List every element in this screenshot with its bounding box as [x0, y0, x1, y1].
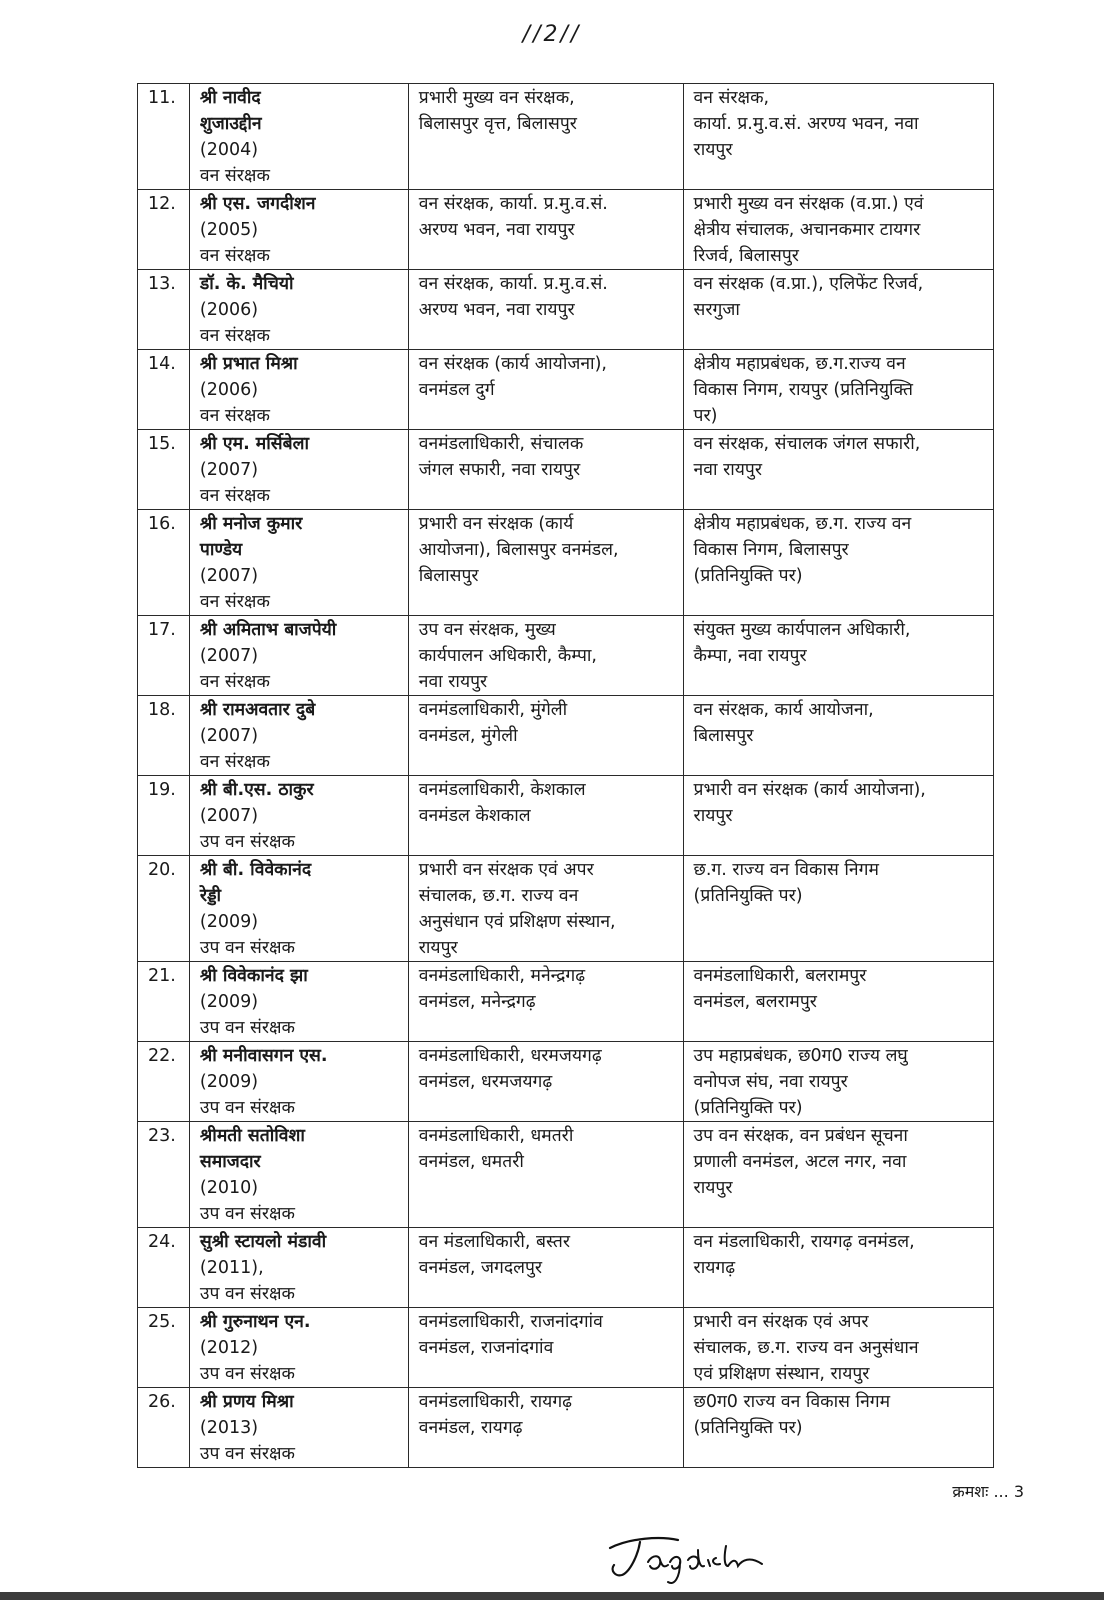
officer-designation: उप वन संरक्षक: [199, 1018, 295, 1038]
new-posting: [683, 270, 993, 350]
current-posting-line: वनमंडल, राजनांदगांव: [418, 1338, 554, 1358]
new-posting-line: रिजर्व, बिलासपुर: [693, 246, 799, 266]
batch-year: (2007): [199, 460, 259, 480]
new-posting: [683, 84, 993, 190]
serial-number: 26.: [138, 1388, 190, 1468]
current-posting-line: वनमंडलाधिकारी, मनेन्द्रगढ़: [418, 966, 586, 986]
officer-name: श्री मनोज कुमार: [199, 514, 303, 534]
new-posting: [683, 430, 993, 510]
current-posting-line: वनमंडल, मुंगेली: [418, 726, 518, 746]
new-posting-line: क्षेत्रीय संचालक, अचानकमार टायगर: [693, 220, 921, 240]
officer-cell: [189, 696, 408, 776]
officer-cell: [189, 1228, 408, 1308]
serial-number: 23.: [138, 1122, 190, 1228]
batch-year: (2013): [199, 1418, 259, 1438]
current-posting-line: अरण्य भवन, नवा रायपुर: [418, 300, 575, 320]
new-posting: [683, 1042, 993, 1122]
table-row: [138, 1122, 994, 1228]
table-row: [138, 962, 994, 1042]
officer-name: सुश्री स्टायलो मंडावी: [199, 1232, 327, 1252]
officer-name: श्री बी.एस. ठाकुर: [199, 780, 314, 800]
table-row: [138, 696, 994, 776]
new-posting-line: पर): [693, 406, 718, 426]
current-posting-line: प्रभारी वन संरक्षक (कार्य: [418, 514, 574, 534]
serial-number: 21.: [138, 962, 190, 1042]
serial-number: 17.: [138, 616, 190, 696]
new-posting-line: संयुक्त मुख्य कार्यपालन अधिकारी,: [693, 620, 911, 640]
new-posting: [683, 1388, 993, 1468]
table-row: [138, 1042, 994, 1122]
officer-cell: [189, 430, 408, 510]
new-posting: [683, 1122, 993, 1228]
current-posting-line: वन संरक्षक, कार्या. प्र.मु.व.सं.: [418, 194, 608, 214]
officer-cell: [189, 350, 408, 430]
officer-name: रेड्डी: [199, 886, 222, 906]
batch-year: (2007): [199, 566, 259, 586]
officer-cell: [189, 84, 408, 190]
batch-year: (2007): [199, 806, 259, 826]
officer-name: श्री बी. विवेकानंद: [199, 860, 312, 880]
batch-year: (2007): [199, 726, 259, 746]
officer-designation: उप वन संरक्षक: [199, 938, 295, 958]
officer-designation: वन संरक्षक: [199, 246, 270, 266]
officer-name: श्री विवेकानंद झा: [199, 966, 308, 986]
current-posting-line: वनमंडल, धरमजयगढ़: [418, 1072, 553, 1092]
new-posting-line: वन मंडलाधिकारी, रायगढ़ वनमंडल,: [693, 1232, 915, 1252]
serial-number: 18.: [138, 696, 190, 776]
serial-number: 20.: [138, 856, 190, 962]
current-posting-line: प्रभारी वन संरक्षक एवं अपर: [418, 860, 594, 880]
current-posting-line: रायपुर: [418, 938, 458, 958]
page-bottom-bar: [0, 1592, 1104, 1600]
batch-year: (2009): [199, 992, 259, 1012]
officer-cell: [189, 616, 408, 696]
new-posting-line: वनमंडल, बलरामपुर: [693, 992, 817, 1012]
current-posting: [408, 510, 683, 616]
new-posting-line: कार्या. प्र.मु.व.सं. अरण्य भवन, नवा: [693, 114, 919, 134]
current-posting-line: प्रभारी मुख्य वन संरक्षक,: [418, 88, 575, 108]
officer-cell: [189, 510, 408, 616]
officer-name: श्री एस. जगदीशन: [199, 194, 316, 214]
new-posting-line: रायपुर: [693, 140, 733, 160]
new-posting-line: उप महाप्रबंधक, छ0ग0 राज्य लघु: [693, 1046, 908, 1066]
current-posting: [408, 962, 683, 1042]
new-posting-line: प्रणाली वनमंडल, अटल नगर, नवा: [693, 1152, 907, 1172]
new-posting-line: बिलासपुर: [693, 726, 754, 746]
current-posting: [408, 84, 683, 190]
new-posting-line: (प्रतिनियुक्ति पर): [693, 886, 803, 906]
new-posting-line: छ.ग. राज्य वन विकास निगम: [693, 860, 879, 880]
batch-year: (2009): [199, 912, 259, 932]
current-posting-line: वनमंडलाधिकारी, केशकाल: [418, 780, 586, 800]
officer-name: श्रीमती सतोविशा: [199, 1126, 305, 1146]
officer-designation: उप वन संरक्षक: [199, 1364, 295, 1384]
batch-year: (2010): [199, 1178, 259, 1198]
new-posting-line: (प्रतिनियुक्ति पर): [693, 566, 803, 586]
table-row: [138, 856, 994, 962]
serial-number: 11.: [138, 84, 190, 190]
officer-designation: वन संरक्षक: [199, 166, 270, 186]
current-posting: [408, 350, 683, 430]
current-posting-line: वनमंडलाधिकारी, धमतरी: [418, 1126, 574, 1146]
current-posting-line: बिलासपुर: [418, 566, 479, 586]
table-row: [138, 84, 994, 190]
new-posting: [683, 1228, 993, 1308]
current-posting-line: वनमंडल, धमतरी: [418, 1152, 524, 1172]
current-posting-line: वनमंडलाधिकारी, संचालक: [418, 434, 584, 454]
officer-name: डॉ. के. मैचियो: [199, 274, 294, 294]
new-posting-line: नवा रायपुर: [693, 460, 763, 480]
batch-year: (2011),: [199, 1258, 264, 1278]
new-posting-line: उप वन संरक्षक, वन प्रबंधन सूचना: [693, 1126, 908, 1146]
officer-cell: [189, 776, 408, 856]
table-row: [138, 270, 994, 350]
new-posting-line: संचालक, छ.ग. राज्य वन अनुसंधान: [693, 1338, 919, 1358]
new-posting: [683, 776, 993, 856]
new-posting-line: प्रभारी वन संरक्षक (कार्य आयोजना),: [693, 780, 926, 800]
current-posting: [408, 270, 683, 350]
new-posting-line: वन संरक्षक, संचालक जंगल सफारी,: [693, 434, 921, 454]
batch-year: (2004): [199, 140, 259, 160]
current-posting-line: उप वन संरक्षक, मुख्य: [418, 620, 556, 640]
serial-number: 14.: [138, 350, 190, 430]
officer-designation: उप वन संरक्षक: [199, 832, 295, 852]
officer-name: पाण्डेय: [199, 540, 243, 560]
transfer-table: [137, 83, 994, 1468]
continued-note: क्रमशः ... 3: [952, 1482, 1024, 1501]
current-posting-line: वनमंडल, मनेन्द्रगढ़: [418, 992, 536, 1012]
current-posting: [408, 1122, 683, 1228]
current-posting: [408, 776, 683, 856]
new-posting-line: रायपुर: [693, 806, 733, 826]
officer-name: श्री मनीवासगन एस.: [199, 1046, 328, 1066]
new-posting: [683, 856, 993, 962]
table-row: [138, 1308, 994, 1388]
new-posting-line: रायगढ़: [693, 1258, 736, 1278]
serial-number: 24.: [138, 1228, 190, 1308]
current-posting: [408, 1042, 683, 1122]
officer-designation: वन संरक्षक: [199, 486, 270, 506]
new-posting-line: वन संरक्षक, कार्य आयोजना,: [693, 700, 874, 720]
officer-designation: वन संरक्षक: [199, 752, 270, 772]
batch-year: (2012): [199, 1338, 259, 1358]
new-posting: [683, 616, 993, 696]
new-posting: [683, 350, 993, 430]
current-posting-line: वन संरक्षक (कार्य आयोजना),: [418, 354, 607, 374]
current-posting: [408, 430, 683, 510]
current-posting-line: आयोजना), बिलासपुर वनमंडल,: [418, 540, 619, 560]
officer-designation: उप वन संरक्षक: [199, 1444, 295, 1464]
new-posting-line: (प्रतिनियुक्ति पर): [693, 1098, 803, 1118]
serial-number: 15.: [138, 430, 190, 510]
current-posting-line: वन मंडलाधिकारी, बस्तर: [418, 1232, 570, 1252]
officer-name: श्री रामअवतार दुबे: [199, 700, 316, 720]
current-posting: [408, 856, 683, 962]
current-posting-line: वनमंडलाधिकारी, रायगढ़: [418, 1392, 573, 1412]
table-row: [138, 1228, 994, 1308]
table-row: [138, 190, 994, 270]
officer-designation: वन संरक्षक: [199, 672, 270, 692]
batch-year: (2009): [199, 1072, 259, 1092]
new-posting: [683, 1308, 993, 1388]
new-posting-line: कैम्पा, नवा रायपुर: [693, 646, 807, 666]
serial-number: 16.: [138, 510, 190, 616]
officer-cell: [189, 190, 408, 270]
new-posting-line: वन संरक्षक (व.प्रा.), एलिफेंट रिजर्व,: [693, 274, 924, 294]
table-row: [138, 616, 994, 696]
serial-number: 13.: [138, 270, 190, 350]
officer-designation: वन संरक्षक: [199, 406, 270, 426]
current-posting: [408, 1228, 683, 1308]
current-posting-line: जंगल सफारी, नवा रायपुर: [418, 460, 581, 480]
current-posting-line: वनमंडल दुर्ग: [418, 380, 495, 400]
officer-cell: [189, 856, 408, 962]
batch-year: (2005): [199, 220, 259, 240]
new-posting: [683, 962, 993, 1042]
new-posting: [683, 190, 993, 270]
current-posting-line: वनमंडलाधिकारी, धरमजयगढ़: [418, 1046, 602, 1066]
officer-name: श्री प्रणय मिश्रा: [199, 1392, 294, 1412]
batch-year: (2006): [199, 380, 259, 400]
new-posting-line: क्षेत्रीय महाप्रबंधक, छ.ग. राज्य वन: [693, 514, 912, 534]
current-posting: [408, 190, 683, 270]
officer-cell: [189, 270, 408, 350]
officer-cell: [189, 1308, 408, 1388]
transfer-table-body: [138, 84, 994, 1468]
officer-name: श्री अमिताभ बाजपेयी: [199, 620, 337, 640]
current-posting-line: वनमंडलाधिकारी, मुंगेली: [418, 700, 568, 720]
officer-cell: [189, 1388, 408, 1468]
new-posting-line: (प्रतिनियुक्ति पर): [693, 1418, 803, 1438]
table-row: [138, 776, 994, 856]
new-posting: [683, 510, 993, 616]
officer-name: शुजाउद्दीन: [199, 114, 262, 134]
current-posting-line: संचालक, छ.ग. राज्य वन: [418, 886, 579, 906]
batch-year: (2006): [199, 300, 259, 320]
current-posting-line: बिलासपुर वृत्त, बिलासपुर: [418, 114, 577, 134]
new-posting-line: विकास निगम, रायपुर (प्रतिनियुक्ति: [693, 380, 913, 400]
officer-designation: वन संरक्षक: [199, 592, 270, 612]
current-posting-line: वनमंडल, जगदलपुर: [418, 1258, 543, 1278]
officer-cell: [189, 1122, 408, 1228]
table-row: [138, 510, 994, 616]
officer-designation: उप वन संरक्षक: [199, 1098, 295, 1118]
current-posting-line: अरण्य भवन, नवा रायपुर: [418, 220, 575, 240]
new-posting-line: वनोपज संघ, नवा रायपुर: [693, 1072, 848, 1092]
current-posting-line: कार्यपालन अधिकारी, कैम्पा,: [418, 646, 597, 666]
serial-number: 12.: [138, 190, 190, 270]
new-posting-line: एवं प्रशिक्षण संस्थान, रायपुर: [693, 1364, 870, 1384]
current-posting: [408, 696, 683, 776]
current-posting-line: वन संरक्षक, कार्या. प्र.मु.व.सं.: [418, 274, 608, 294]
officer-cell: [189, 962, 408, 1042]
batch-year: (2007): [199, 646, 259, 666]
table-row: [138, 350, 994, 430]
officer-designation: उप वन संरक्षक: [199, 1204, 295, 1224]
current-posting-line: वनमंडल केशकाल: [418, 806, 531, 826]
new-posting-line: प्रभारी मुख्य वन संरक्षक (व.प्रा.) एवं: [693, 194, 924, 214]
new-posting-line: छ0ग0 राज्य वन विकास निगम: [693, 1392, 891, 1412]
page-number: //2//: [522, 22, 582, 47]
officer-name: श्री एम. मर्सिबेला: [199, 434, 310, 454]
officer-cell: [189, 1042, 408, 1122]
table-row: [138, 430, 994, 510]
current-posting-line: अनुसंधान एवं प्रशिक्षण संस्थान,: [418, 912, 616, 932]
officer-designation: वन संरक्षक: [199, 326, 270, 346]
current-posting: [408, 616, 683, 696]
new-posting-line: क्षेत्रीय महाप्रबंधक, छ.ग.राज्य वन: [693, 354, 906, 374]
officer-name: श्री नावीद: [199, 88, 261, 108]
new-posting-line: विकास निगम, बिलासपुर: [693, 540, 849, 560]
current-posting-line: वनमंडल, रायगढ़: [418, 1418, 523, 1438]
current-posting-line: वनमंडलाधिकारी, राजनांदगांव: [418, 1312, 603, 1332]
serial-number: 22.: [138, 1042, 190, 1122]
new-posting-line: रायपुर: [693, 1178, 733, 1198]
new-posting-line: सरगुजा: [693, 300, 740, 320]
new-posting-line: प्रभारी वन संरक्षक एवं अपर: [693, 1312, 869, 1332]
new-posting-line: वनमंडलाधिकारी, बलरामपुर: [693, 966, 867, 986]
officer-designation: उप वन संरक्षक: [199, 1284, 295, 1304]
serial-number: 19.: [138, 776, 190, 856]
new-posting: [683, 696, 993, 776]
signature: [600, 1520, 780, 1590]
officer-name: श्री गुरुनाथन एन.: [199, 1312, 311, 1332]
officer-name: समाजदार: [199, 1152, 261, 1172]
current-posting-line: नवा रायपुर: [418, 672, 488, 692]
new-posting-line: वन संरक्षक,: [693, 88, 770, 108]
current-posting: [408, 1308, 683, 1388]
officer-name: श्री प्रभात मिश्रा: [199, 354, 298, 374]
table-row: [138, 1388, 994, 1468]
current-posting: [408, 1388, 683, 1468]
serial-number: 25.: [138, 1308, 190, 1388]
